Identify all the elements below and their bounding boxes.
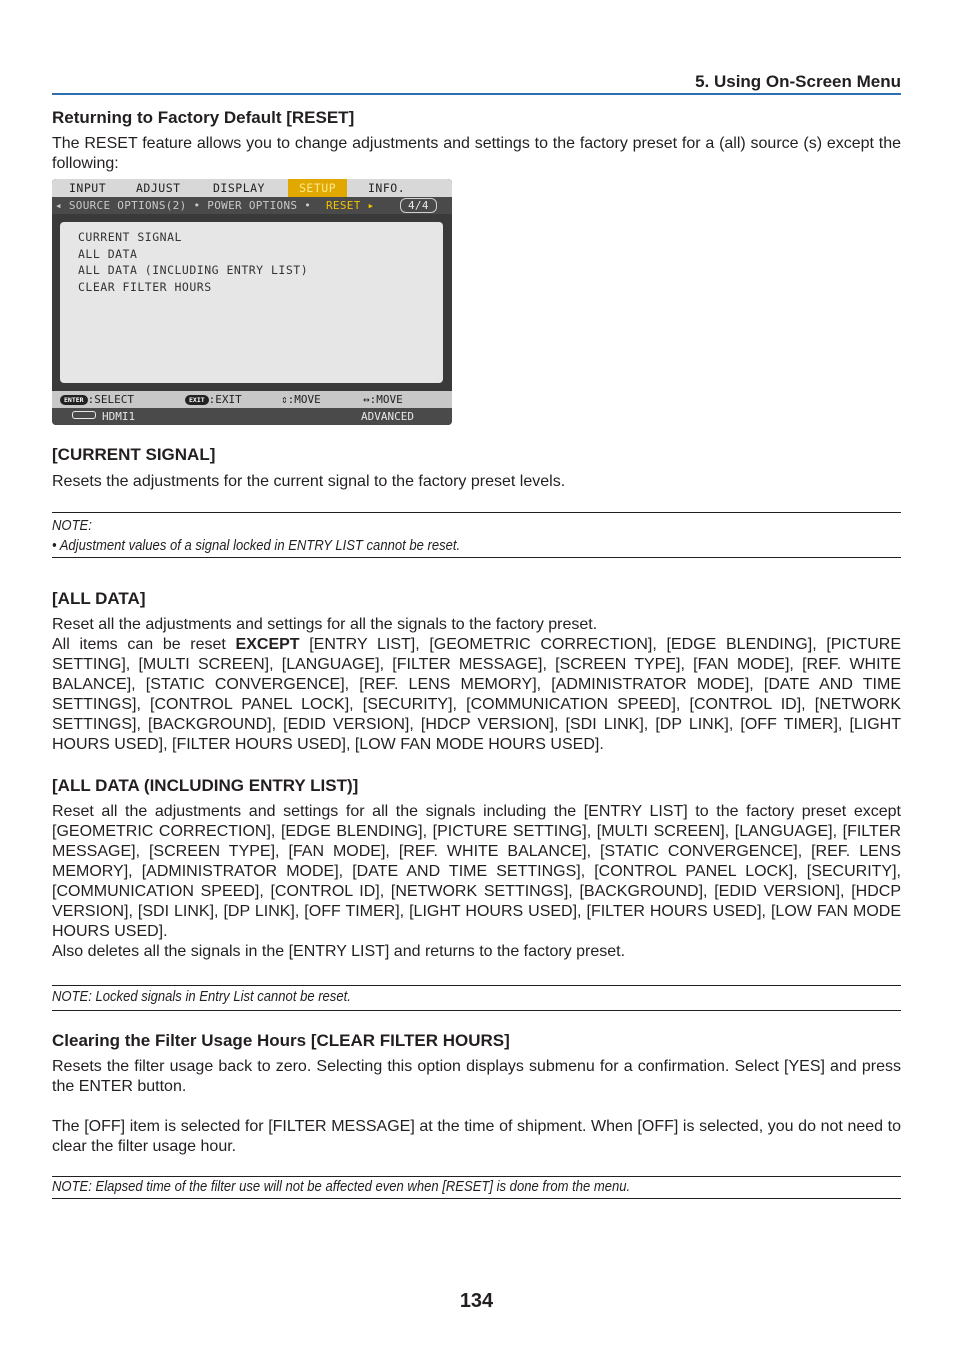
exit-label: :EXIT xyxy=(208,393,242,406)
osd-page-indicator: 4/4 xyxy=(400,198,437,213)
all-data-line1: Reset all the adjustments and settings for all the signals to the factory preset. xyxy=(52,616,598,633)
exit-key-icon: EXIT xyxy=(185,395,209,405)
note-locked-signals xyxy=(52,985,901,1011)
osd-move-horizontal: ↔:MOVE xyxy=(363,393,403,406)
osd-exit-guide xyxy=(185,393,242,406)
enter-key-icon: ENTER xyxy=(60,395,88,405)
page-number: 134 xyxy=(459,1290,494,1312)
header-rule xyxy=(52,93,901,95)
osd-tab-bar xyxy=(52,179,452,197)
all-data-heading: [ALL DATA] xyxy=(52,589,146,608)
osd-tab-input: INPUT xyxy=(69,181,107,195)
osd-enter-guide xyxy=(60,393,134,406)
osd-status-bar xyxy=(52,408,452,425)
osd-tab-setup: SETUP xyxy=(288,179,347,197)
section-title: Returning to Factory Default [RESET] xyxy=(52,108,355,127)
except-keyword: EXCEPT xyxy=(235,636,300,653)
note-locked-text: NOTE: Locked signals in Entry List cannot be reset. xyxy=(52,989,351,1005)
osd-mode-status: ADVANCED xyxy=(361,410,414,423)
note-entry-list-lock xyxy=(52,512,901,558)
all-data-entry-extra: Also deletes all the signals in the [ENTRY LIST] and returns to the factory preset. xyxy=(52,943,626,960)
osd-breadcrumb-bar xyxy=(52,197,452,214)
current-signal-text: Resets the adjustments for the current signal to the factory preset levels. xyxy=(52,473,566,490)
running-header: 5. Using On-Screen Menu xyxy=(695,72,901,91)
all-data-entry-body: Reset all the adjustments and settings for all the signals including the [ENTRY LIST] to the factory preset except [GEOMETRIC CORRECTION], [EDGE BLENDING], [PICTURE SETTING], [MULTI SCREEN], [LANGUAGE], [FILTER MESSAGE], [SCREEN TYPE], [FAN MODE], [REF. WHITE BALANCE], [STATIC CONVERGENCE], [REF. LENS MEMORY], [ADMINISTRATOR MODE], [DATE AND TIME SETTINGS], [CONTROL PANEL LOCK], [SECURITY], [COMMUNICATION SPEED], [CONTROL ID], [NETWORK SETTINGS], [BACKGROUND], [EDID VERSION], [HDCP VERSION], [SDI LINK], [DP LINK], [OFF TIMER], [LIGHT HOURS USED], [FILTER HOURS USED], [LOW FAN MODE HOURS USED]. xyxy=(52,803,901,940)
osd-item-all-data-entry: ALL DATA (INCLUDING ENTRY LIST) xyxy=(78,263,309,277)
osd-item-current-signal: CURRENT SIGNAL xyxy=(78,230,182,244)
clear-filter-text-2: The [OFF] item is selected for [FILTER MESSAGE] at the time of shipment. When [OFF] is selected, you do not need to clear the filter usage hour. xyxy=(52,1118,901,1155)
osd-input-label: HDMI1 xyxy=(102,410,136,423)
osd-item-all-data: ALL DATA xyxy=(78,247,138,261)
osd-breadcrumb-current: RESET ▸ xyxy=(326,199,375,212)
note-elapsed-text: NOTE: Elapsed time of the filter use will not be affected even when [RESET] is done from the menu. xyxy=(52,1179,631,1195)
note-elapsed-time xyxy=(52,1176,901,1199)
all-data-text xyxy=(52,615,901,755)
osd-key-guide xyxy=(52,391,452,408)
osd-move-vertical: ⇕:MOVE xyxy=(281,393,321,406)
enter-label: :SELECT xyxy=(87,393,134,406)
note-bullet: • Adjustment values of a signal locked in ENTRY LIST cannot be reset. xyxy=(52,538,461,554)
osd-tab-info: INFO. xyxy=(368,181,406,195)
osd-item-clear-filter: CLEAR FILTER HOURS xyxy=(78,280,212,294)
clear-filter-heading: Clearing the Filter Usage Hours [CLEAR FILTER HOURS] xyxy=(52,1031,510,1050)
current-signal-heading: [CURRENT SIGNAL] xyxy=(52,445,216,464)
osd-breadcrumb: ◂ SOURCE OPTIONS(2) • POWER OPTIONS • xyxy=(55,199,312,212)
hdmi-connector-icon xyxy=(72,411,96,419)
all-data-except-paragraph xyxy=(52,635,901,755)
note-label: NOTE: xyxy=(52,518,92,534)
clear-filter-text-1: Resets the filter usage back to zero. Selecting this option displays submenu for a confirmation. Select [YES] and press the ENTER button. xyxy=(52,1058,901,1095)
all-data-entry-heading: [ALL DATA (INCLUDING ENTRY LIST)] xyxy=(52,776,359,795)
osd-tab-adjust: ADJUST xyxy=(136,181,181,195)
osd-input-status xyxy=(72,410,135,423)
except-list: [ENTRY LIST], [GEOMETRIC CORRECTION], [EDGE BLENDING], [PICTURE SETTING], [MULTI SCREEN], [LANGUAGE], [FILTER MESSAGE], [SCREEN TYPE], [FAN MODE], [REF. WHITE BALANCE], [STATIC CONVERGENCE], [REF. LENS MEMORY], [ADMINISTRATOR MODE], [DATE AND TIME SETTINGS], [CONTROL PANEL LOCK], [SECURITY], [COMMUNICATION SPEED], [CONTROL ID], [NETWORK SETTINGS], [BACKGROUND], [EDID VERSION], [HDCP VERSION], [SDI LINK], [DP LINK], [OFF TIMER], [LIGHT HOURS USED], [FILTER HOURS USED], [LOW FAN MODE HOURS USED]. xyxy=(52,636,901,753)
intro-paragraph: The RESET feature allows you to change adjustments and settings to the factory preset for a (all) source (s) except the following: xyxy=(52,135,901,172)
osd-tab-display: DISPLAY xyxy=(213,181,265,195)
except-prefix: All items can be reset xyxy=(52,636,236,653)
all-data-entry-text xyxy=(52,802,901,962)
osd-menu-screenshot xyxy=(52,179,452,425)
osd-item-panel xyxy=(60,222,443,383)
